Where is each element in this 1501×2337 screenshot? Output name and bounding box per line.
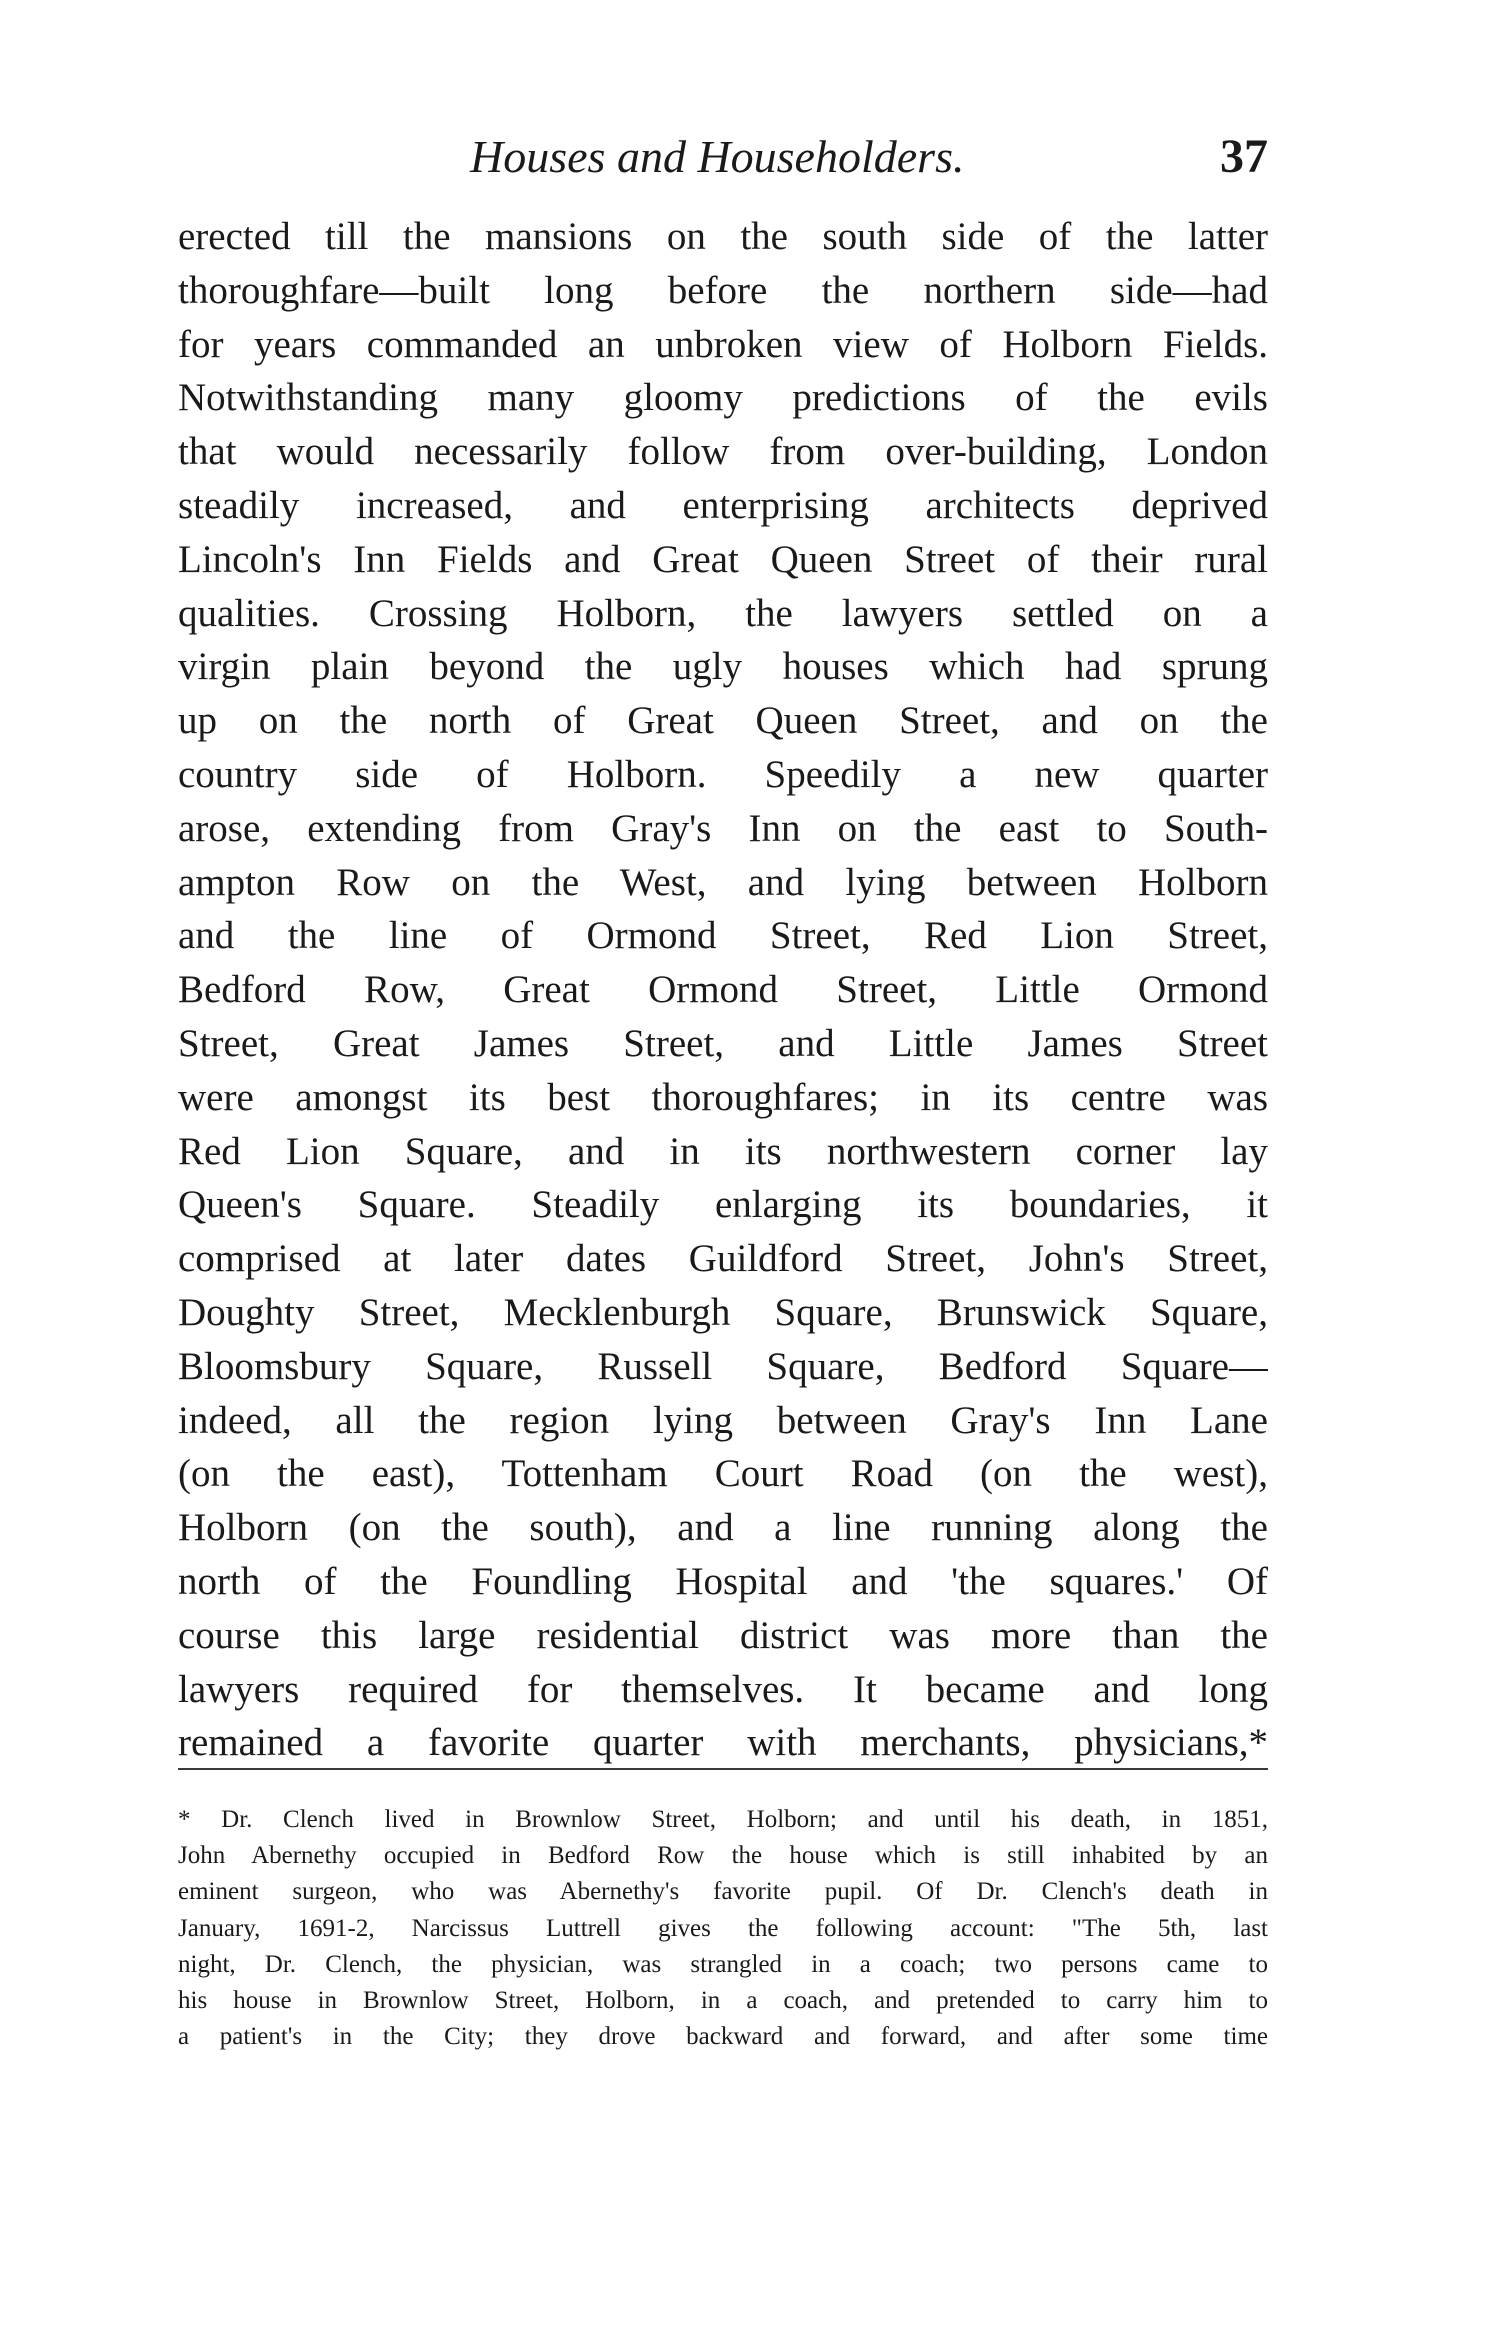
body-line: course this large residential district was more than the bbox=[178, 1613, 1268, 1657]
body-line: indeed, all the region lying between Gray's Inn Lane bbox=[178, 1398, 1268, 1442]
body-line: Red Lion Square, and in its northwestern corner lay bbox=[178, 1129, 1268, 1173]
body-line: for years commanded an unbroken view of Holborn Fields. bbox=[178, 322, 1268, 366]
body-line: Bedford Row, Great Ormond Street, Little Ormond bbox=[178, 968, 1268, 1012]
footnote-line: a patient's in the City; they drove backward and forward, and after some time bbox=[178, 2023, 1268, 2051]
body-line: steadily increased, and enterprising architects deprived bbox=[178, 483, 1268, 527]
body-line: country side of Holborn. Speedily a new quarter bbox=[178, 752, 1268, 796]
footnote-line: January, 1691-2, Narcissus Luttrell gives the following account: "The 5th, last bbox=[178, 1914, 1268, 1942]
body-line: ampton Row on the West, and lying between Holborn bbox=[178, 860, 1268, 904]
body-line: were amongst its best thoroughfares; in its centre was bbox=[178, 1075, 1268, 1119]
body-line: qualities. Crossing Holborn, the lawyers settled on a bbox=[178, 591, 1268, 635]
body-line: up on the north of Great Queen Street, and on the bbox=[178, 699, 1268, 743]
body-line: virgin plain beyond the ugly houses which had sprung bbox=[178, 645, 1268, 689]
body-line: arose, extending from Gray's Inn on the east to South- bbox=[178, 806, 1268, 850]
body-line: and the line of Ormond Street, Red Lion Street, bbox=[178, 914, 1268, 958]
body-line: Lincoln's Inn Fields and Great Queen Street of their rural bbox=[178, 537, 1268, 581]
footnote-divider bbox=[178, 1768, 1268, 1770]
running-title: Houses and Householders. bbox=[470, 131, 965, 182]
page-number: 37 bbox=[1220, 130, 1268, 183]
body-line: comprised at later dates Guildford Street, John's Street, bbox=[178, 1237, 1268, 1281]
footnote-line: John Abernethy occupied in Bedford Row the house which is still inhabited by an bbox=[178, 1842, 1268, 1870]
running-head bbox=[178, 122, 1268, 192]
footnote-line: eminent surgeon, who was Abernethy's favorite pupil. Of Dr. Clench's death in bbox=[178, 1878, 1268, 1906]
body-line: lawyers required for themselves. It became and long bbox=[178, 1667, 1268, 1711]
body-text bbox=[178, 210, 1268, 1770]
body-line: Street, Great James Street, and Little James Street bbox=[178, 1021, 1268, 1065]
body-line: erected till the mansions on the south side of the latter bbox=[178, 215, 1268, 258]
footnote bbox=[178, 1802, 1268, 2055]
body-line: remained a favorite quarter with merchants, physicians,* bbox=[178, 1721, 1268, 1765]
body-line: Bloomsbury Square, Russell Square, Bedford Square— bbox=[178, 1344, 1268, 1388]
body-line: (on the east), Tottenham Court Road (on the west), bbox=[178, 1452, 1268, 1496]
body-line: Queen's Square. Steadily enlarging its boundaries, it bbox=[178, 1183, 1268, 1227]
footnote-line: night, Dr. Clench, the physician, was strangled in a coach; two persons came to bbox=[178, 1950, 1268, 1978]
body-line: Notwithstanding many gloomy predictions of the evils bbox=[178, 376, 1268, 420]
footnote-line: * Dr. Clench lived in Brownlow Street, Holborn; and until his death, in 1851, bbox=[178, 1806, 1268, 1833]
body-line: thoroughfare—built long before the northern side—had bbox=[178, 268, 1268, 312]
body-line: Doughty Street, Mecklenburgh Square, Brunswick Square, bbox=[178, 1290, 1268, 1334]
body-line: Holborn (on the south), and a line running along the bbox=[178, 1506, 1268, 1550]
footnote-line: his house in Brownlow Street, Holborn, in a coach, and pretended to carry him to bbox=[178, 1986, 1268, 2014]
body-line: that would necessarily follow from over-building, London bbox=[178, 430, 1268, 474]
body-line: north of the Foundling Hospital and 'the squares.' Of bbox=[178, 1559, 1268, 1603]
